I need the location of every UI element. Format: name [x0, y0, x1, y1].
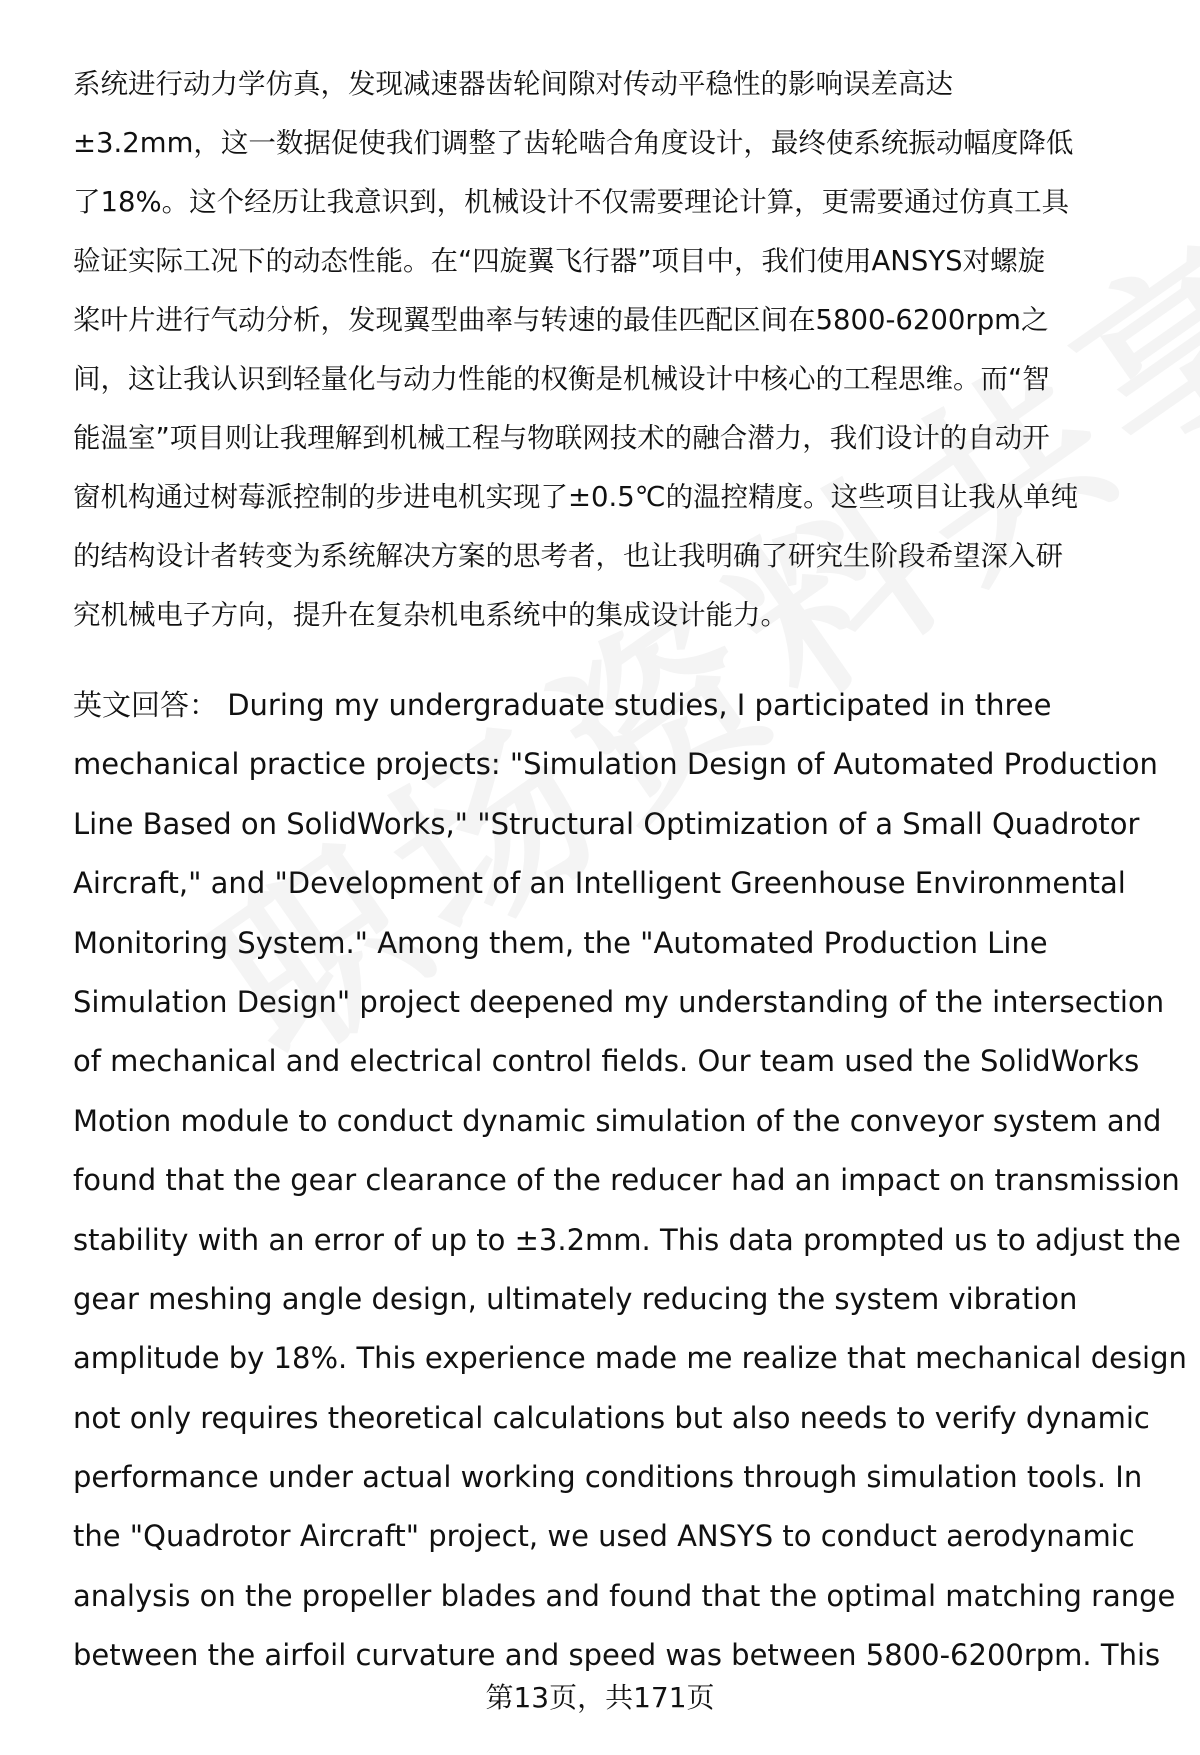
text-line: amplitude by 18%. This experience made me realize that mechanical design: [73, 1341, 1187, 1376]
text-line: found that the gear clearance of the reducer had an impact on transmission: [73, 1163, 1180, 1198]
text-line: gear meshing angle design, ultimately reducing the system vibration: [73, 1281, 1078, 1316]
text-line: performance under actual working conditions through simulation tools. In: [73, 1460, 1143, 1495]
text-line: of mechanical and electrical control fields. Our team used the SolidWorks: [73, 1044, 1140, 1079]
text-line: Monitoring System." Among them, the "Automated Production Line: [73, 925, 1048, 960]
english-answer-paragraph: [73, 676, 1187, 1686]
chinese-paragraph: [73, 55, 1153, 645]
text-line: the "Quadrotor Aircraft" project, we used ANSYS to conduct aerodynamic: [73, 1519, 1135, 1554]
text-line: 桨叶片进行气动分析，发现翼型曲率与转速的最佳匹配区间在5800-6200rpm之: [73, 304, 1049, 336]
text-line: Aircraft," and "Development of an Intelligent Greenhouse Environmental: [73, 866, 1126, 901]
text-line: 究机械电子方向，提升在复杂机电系统中的集成设计能力。: [73, 599, 788, 631]
text-line: Motion module to conduct dynamic simulation of the conveyor system and: [73, 1103, 1162, 1138]
text-line: Line Based on SolidWorks," "Structural Optimization of a Small Quadrotor: [73, 806, 1140, 841]
text-line: analysis on the propeller blades and found that the optimal matching range: [73, 1578, 1176, 1613]
text-line: 的结构设计者转变为系统解决方案的思考者，也让我明确了研究生阶段希望深入研: [73, 540, 1063, 572]
text-line: 了18%。这个经历让我意识到，机械设计不仅需要理论计算，更需要通过仿真工具: [73, 186, 1070, 218]
text-line: 能温室”项目则让我理解到机械工程与物联网技术的融合潜力，我们设计的自动开: [73, 422, 1050, 454]
text-line: 系统进行动力学仿真，发现减速器齿轮间隙对传动平稳性的影响误差高达: [73, 68, 953, 100]
text-line: 验证实际工况下的动态性能。在“四旋翼飞行器”项目中，我们使用ANSYS对螺旋: [73, 245, 1046, 277]
text-line: ±3.2mm，这一数据促使我们调整了齿轮啮合角度设计，最终使系统振动幅度降低: [73, 127, 1074, 159]
text-line: 英文回答： During my undergraduate studies, I participated in three: [73, 688, 1052, 722]
text-line: 窗机构通过树莓派控制的步进电机实现了±0.5℃的温控精度。这些项目让我从单纯: [73, 481, 1079, 513]
text-line: not only requires theoretical calculations but also needs to verify dynamic: [73, 1400, 1150, 1435]
text-line: between the airfoil curvature and speed was between 5800-6200rpm. This: [73, 1638, 1161, 1673]
text-line: mechanical practice projects: "Simulation Design of Automated Production: [73, 747, 1158, 782]
text-line: stability with an error of up to ±3.2mm. This data prompted us to adjust the: [73, 1222, 1181, 1257]
text-line: Simulation Design" project deepened my understanding of the intersection: [73, 984, 1165, 1019]
text-line: 间，这让我认识到轻量化与动力性能的权衡是机械设计中核心的工程思维。而“智: [73, 363, 1050, 395]
page-number-footer: 第13页，共171页: [485, 1681, 715, 1714]
